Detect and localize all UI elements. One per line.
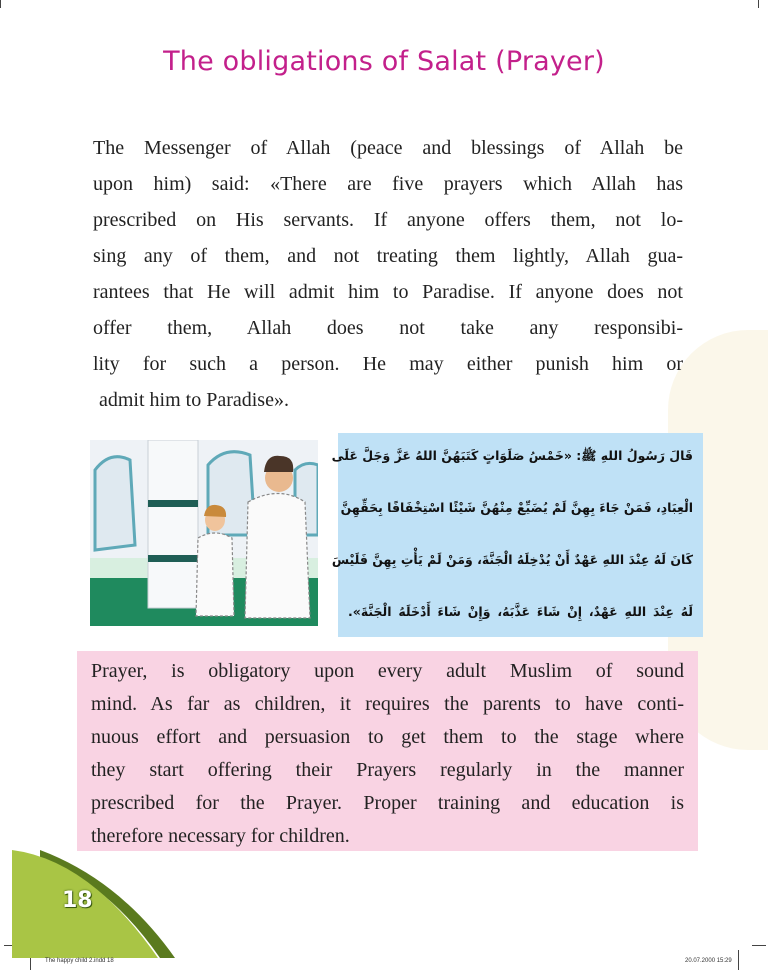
text-line: rantees that He will admit him to Paradise. If anyone does not — [93, 281, 683, 303]
crop-mark — [738, 950, 739, 970]
hadith-arabic-box — [331, 433, 703, 637]
footer-file-info: The happy child 2.indd 18 — [45, 958, 114, 964]
crop-mark — [0, 0, 1, 8]
text-line: therefore necessary for children. — [91, 825, 350, 847]
text-line: offer them, Allah does not take any responsibi- — [93, 317, 683, 339]
crop-mark — [758, 0, 759, 8]
crop-mark — [752, 945, 766, 946]
text-line: admit him to Paradise». — [99, 389, 289, 411]
text-line: lity for such a person. He may either punish him or — [93, 353, 683, 375]
text-line: nuous effort and persuasion to get them to the stage where — [91, 726, 684, 748]
page-title: The obligations of Salat (Prayer) — [163, 46, 605, 77]
text-line: upon him) said: «There are five prayers which Allah has — [93, 173, 683, 195]
arabic-line: قَالَ رَسُولُ اللهِ ﷺ: «خَمْسُ صَلَوَاتٍ كَتَبَهُنَّ اللهُ عَزَّ وَجَلَّ عَلَى — [331, 448, 693, 463]
explanation-note-box — [77, 651, 698, 851]
arabic-line: كَانَ لَهُ عِنْدَ اللهِ عَهْدٌ أَنْ يُدْخِلَهُ الْجَنَّةَ، وَمَنْ لَمْ يَأْتِ بِهِنَّ فَلَيْسَ — [331, 552, 693, 567]
page-corner-decoration — [0, 840, 190, 970]
text-line: Prayer, is obligatory upon every adult Muslim of sound — [91, 660, 684, 682]
hadith-english-paragraph — [93, 132, 683, 420]
text-line: sing any of them, and not treating them lightly, Allah gua- — [93, 245, 683, 267]
text-line: mind. As far as children, it requires the parents to have conti- — [91, 693, 684, 715]
text-line: The Messenger of Allah (peace and blessings of Allah be — [93, 137, 683, 159]
footer-timestamp: 20.07.2000 15:29 — [685, 958, 732, 964]
mosque-prayer-illustration — [90, 440, 318, 626]
arabic-line: الْعِبَادِ، فَمَنْ جَاءَ بِهِنَّ لَمْ يُضَيِّعْ مِنْهُنَّ شَيْئًا اسْتِخْفَافًا بِحَقِّهِنَّ — [340, 500, 693, 515]
arabic-line: لَهُ عِنْدَ اللهِ عَهْدٌ، إِنْ شَاءَ عَذَّبَهُ، وَإِنْ شَاءَ أَدْخَلَهُ الْجَنَّةَ». — [348, 604, 693, 619]
text-line: prescribed for the Prayer. Proper training and education is — [91, 792, 684, 814]
text-line: they start offering their Prayers regularly in the manner — [91, 759, 684, 781]
text-line: prescribed on His servants. If anyone offers them, not lo- — [93, 209, 683, 231]
page-number: 18 — [62, 888, 93, 913]
